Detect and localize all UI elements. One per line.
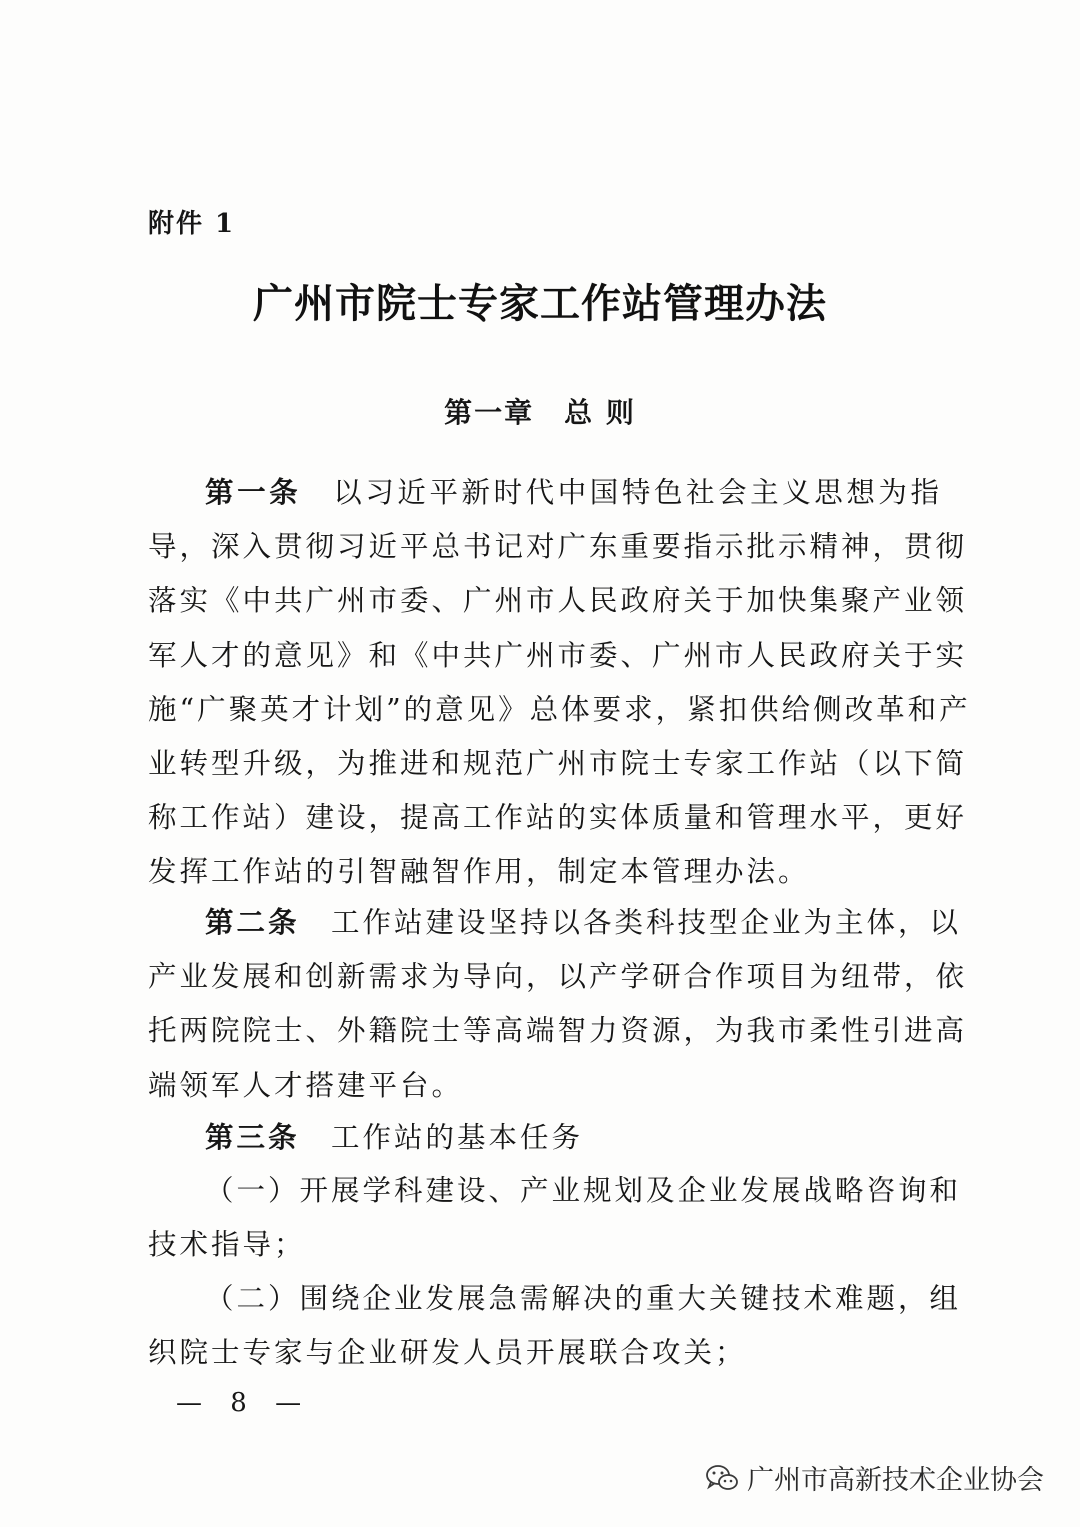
article-1-line: 军人才的意见》和《中共广州市委、广州市人民政府关于实 bbox=[148, 638, 968, 672]
article-1-line: 落实《中共广州市委、广州市人民政府关于加快集聚产业领 bbox=[148, 584, 968, 618]
chapter-heading: 第一章 总 则 bbox=[444, 396, 636, 429]
article-2-line: 第二条 工作站建设坚持以各类科技型企业为主体，以 bbox=[205, 905, 962, 939]
article-1-line: 称工作站）建设，提高工作站的实体质量和管理水平，更好 bbox=[148, 801, 968, 835]
article-1 bbox=[148, 465, 971, 900]
article-1-line: 施“广聚英才计划”的意见》总体要求，紧扣供给侧改革和产 bbox=[148, 692, 971, 726]
article-1-line: 发挥工作站的引智融智作用，制定本管理办法。 bbox=[148, 855, 810, 889]
list-item-line: 技术指导； bbox=[148, 1228, 306, 1262]
list-item-1 bbox=[148, 1164, 962, 1272]
article-2-line: 端领军人才搭建平台。 bbox=[148, 1068, 464, 1102]
article-3-line: 第三条 工作站的基本任务 bbox=[205, 1120, 584, 1154]
article-2-line: 托两院院士、外籍院士等高端智力资源，为我市柔性引进高 bbox=[148, 1014, 968, 1048]
article-2-line: 产业发展和创新需求为导向，以产学研合作项目为纽带，依 bbox=[148, 960, 968, 994]
article-1-line: 业转型升级，为推进和规范广州市院士专家工作站（以下简 bbox=[148, 747, 968, 781]
article-2 bbox=[148, 895, 968, 1113]
list-item-line: （二）围绕企业发展急需解决的重大关键技术难题，组 bbox=[205, 1282, 962, 1315]
article-1-line: 第一条 以习近平新时代中国特色社会主义思想为指 bbox=[205, 475, 942, 509]
article-3 bbox=[148, 1110, 942, 1165]
article-1-lead: 第一条 bbox=[205, 475, 302, 509]
list-item-line: 织院士专家与企业研发人员开展联合攻关； bbox=[148, 1336, 747, 1370]
watermark-text: 广州市高新技术企业协会 bbox=[747, 1465, 1044, 1496]
document-title: 广州市院士专家工作站管理办法 bbox=[253, 280, 827, 327]
article-3-lead: 第三条 bbox=[205, 1120, 300, 1154]
page-number: — 8 — bbox=[176, 1388, 312, 1418]
article-1-line: 导，深入贯彻习近平总书记对广东重要指示批示精神，贯彻 bbox=[148, 530, 968, 564]
wechat-icon bbox=[705, 1463, 739, 1493]
list-item-2 bbox=[148, 1272, 962, 1380]
watermark bbox=[705, 1458, 1044, 1497]
article-2-lead: 第二条 bbox=[205, 905, 300, 939]
attachment-label: 附件 1 bbox=[148, 209, 236, 239]
list-item-line: （一）开展学科建设、产业规划及企业发展战略咨询和 bbox=[205, 1174, 962, 1207]
